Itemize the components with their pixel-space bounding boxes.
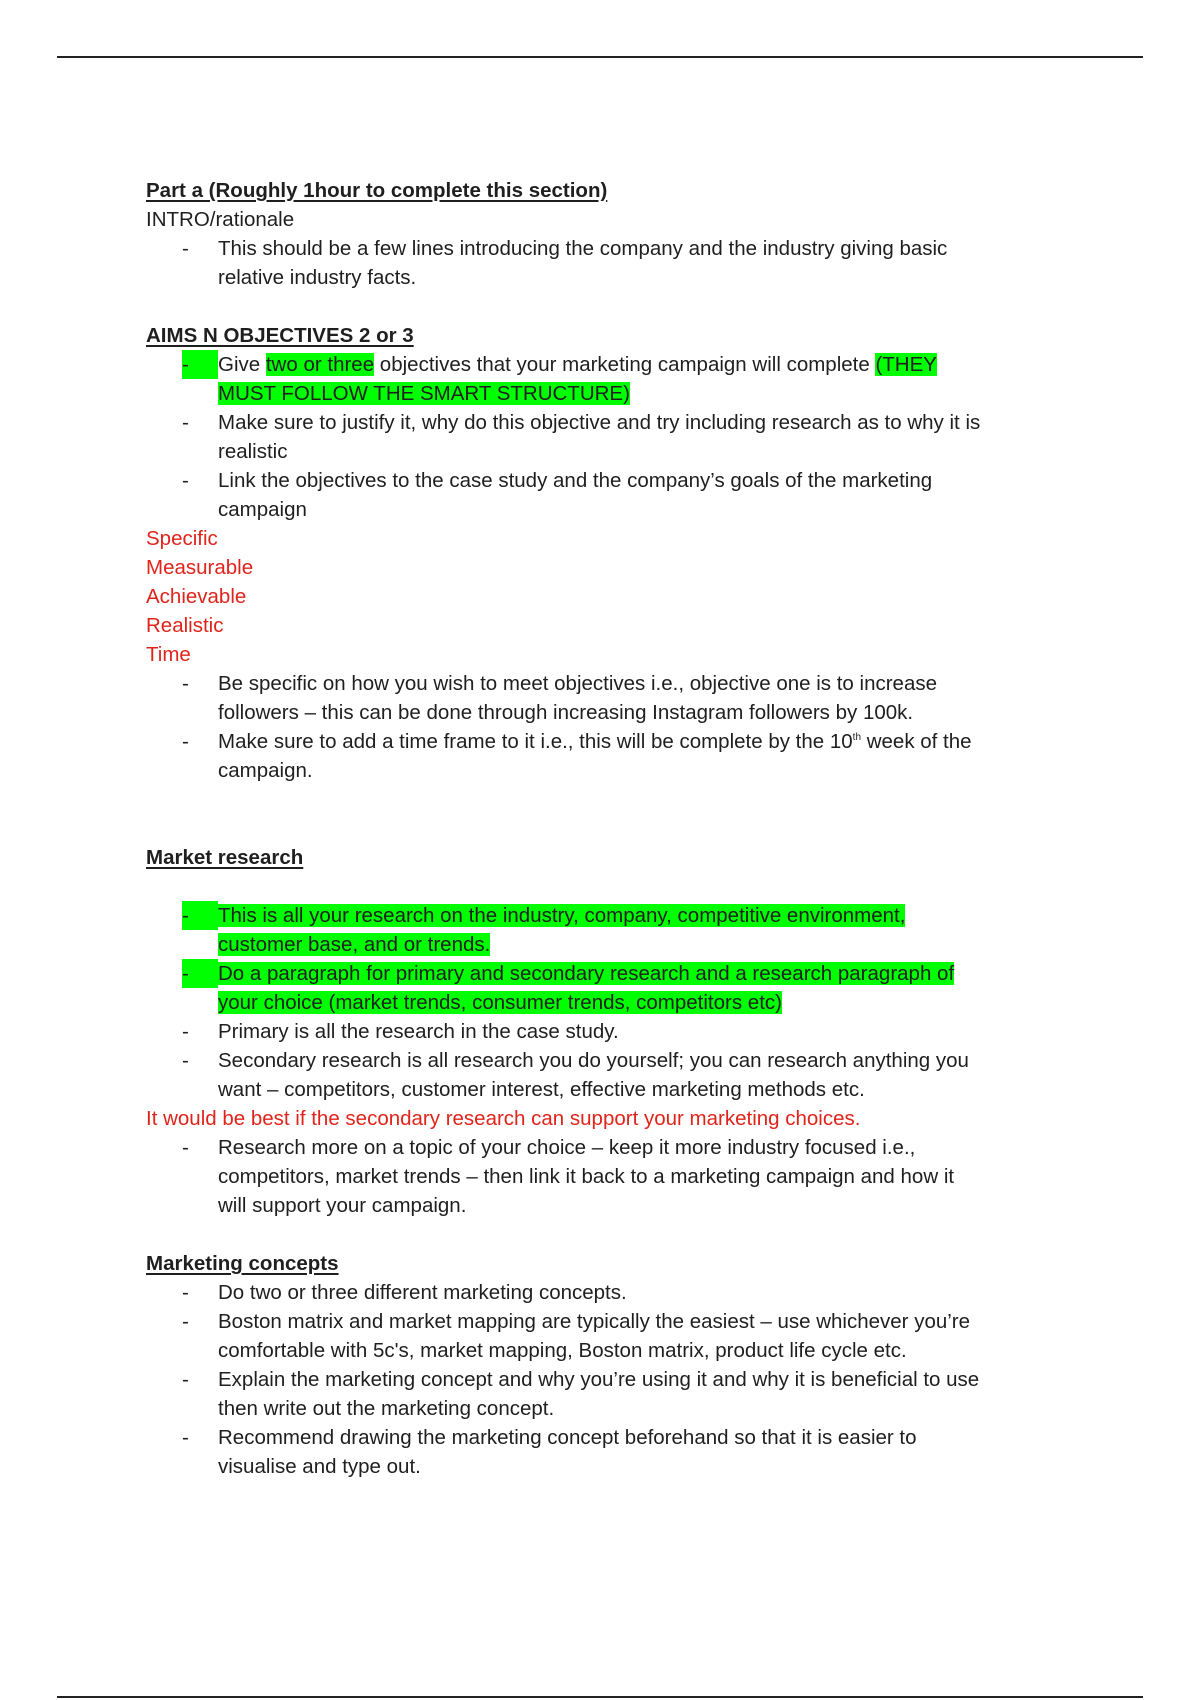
- highlight: customer base, and or trends.: [218, 933, 491, 956]
- list-item: [146, 1278, 1066, 1307]
- list-item-text: Primary is all the research in the case study.: [218, 1020, 619, 1043]
- smart-realistic: Realistic: [146, 614, 224, 637]
- list-item-text: [218, 901, 1066, 930]
- list-item: [146, 1423, 1066, 1481]
- list-item: [146, 1307, 1066, 1365]
- list-item: [146, 466, 1066, 524]
- aims-list: [146, 350, 1066, 524]
- list-item-text: followers – this can be done through increasing Instagram followers by 100k.: [218, 701, 914, 724]
- list-item-text: Be specific on how you wish to meet objectives i.e., objective one is to increase: [218, 672, 938, 695]
- dash-bullet: -: [182, 469, 189, 492]
- smart-measurable: Measurable: [146, 556, 254, 579]
- market-list-2: [146, 1133, 1066, 1220]
- smart-time: Time: [146, 643, 191, 666]
- list-item: [146, 1046, 1066, 1104]
- list-item-text: Make sure to justify it, why do this objective and try including research as to why it is: [218, 411, 981, 434]
- list-item-text: Recommend drawing the marketing concept beforehand so that it is easier to: [218, 1426, 917, 1449]
- list-item-text: [218, 930, 1066, 959]
- smart-achievable: Achievable: [146, 585, 247, 608]
- list-item-text: Secondary research is all research you do yourself; you can research anything you: [218, 1049, 969, 1072]
- list-item: [146, 1365, 1066, 1423]
- intro-label: INTRO/rationale: [146, 208, 295, 231]
- dash-bullet: -: [182, 1281, 189, 1304]
- dash-bullet: -: [182, 959, 218, 988]
- highlight: two or three: [265, 353, 375, 376]
- aims-list-2: [146, 669, 1066, 785]
- list-item-text: Link the objectives to the case study and the company’s goals of the marketing: [218, 469, 933, 492]
- list-item: [146, 901, 1066, 959]
- list-item-text: then write out the marketing concept.: [218, 1397, 555, 1420]
- list-item-text: visualise and type out.: [218, 1455, 421, 1478]
- market-research-heading: Market research: [146, 846, 304, 869]
- highlight: MUST FOLLOW THE SMART STRUCTURE): [218, 382, 630, 405]
- list-item-text: Do two or three different marketing concepts.: [218, 1281, 627, 1304]
- dash-bullet: -: [182, 1426, 189, 1449]
- list-item-text: Explain the marketing concept and why you’re using it and why it is beneficial to use: [218, 1368, 980, 1391]
- dash-bullet: -: [182, 672, 189, 695]
- list-item: [146, 1133, 1066, 1220]
- secondary-research-note: It would be best if the secondary research can support your marketing choices.: [146, 1107, 861, 1130]
- list-item-text: [218, 959, 1066, 988]
- list-item-text: Give two or three objectives that your marketing campaign will complete (THEY: [218, 353, 937, 376]
- document-body: [146, 176, 1066, 1481]
- highlight: Do a paragraph for primary and secondary research and a research paragraph of: [218, 962, 955, 985]
- header-rule: [57, 56, 1143, 58]
- highlight: your choice (market trends, consumer trends, competitors etc): [218, 991, 782, 1014]
- list-item-text: comfortable with 5c's, market mapping, Boston matrix, product life cycle etc.: [218, 1339, 907, 1362]
- list-item-text: [218, 379, 1066, 408]
- list-item: [146, 234, 1066, 292]
- list-item-text: Make sure to add a time frame to it i.e., this will be complete by the 10th week of the: [218, 730, 972, 753]
- dash-bullet: -: [182, 1020, 189, 1043]
- dash-bullet: -: [182, 237, 189, 260]
- list-item: [146, 959, 1066, 1017]
- intro-list: [146, 234, 1066, 292]
- dash-bullet: -: [182, 1368, 189, 1391]
- list-item: [146, 1017, 1066, 1046]
- list-item-text: [218, 988, 1066, 1017]
- concepts-list: [146, 1278, 1066, 1481]
- dash-bullet: -: [182, 1310, 189, 1333]
- dash-bullet: -: [182, 730, 189, 753]
- dash-bullet: -: [182, 901, 218, 930]
- list-item-text: will support your campaign.: [218, 1194, 467, 1217]
- list-item: [146, 669, 1066, 727]
- marketing-concepts-heading: Marketing concepts: [146, 1252, 339, 1275]
- list-item-text: campaign: [218, 498, 307, 521]
- dash-bullet: -: [182, 411, 189, 434]
- list-item-text: realistic: [218, 440, 288, 463]
- dash-bullet: -: [182, 1049, 189, 1072]
- list-item-text: This should be a few lines introducing the company and the industry giving basic: [218, 237, 948, 260]
- list-item-text: campaign.: [218, 759, 313, 782]
- dash-bullet: -: [182, 1136, 189, 1159]
- list-item: [146, 727, 1066, 785]
- market-list: [146, 901, 1066, 1104]
- list-item-text: want – competitors, customer interest, effective marketing methods etc.: [218, 1078, 865, 1101]
- dash-bullet: -: [182, 350, 218, 379]
- highlight: This is all your research on the industry, company, competitive environment,: [218, 904, 906, 927]
- footer-rule: [57, 1696, 1143, 1698]
- part-a-heading: Part a (Roughly 1hour to complete this section): [146, 179, 608, 202]
- smart-specific: Specific: [146, 527, 218, 550]
- list-item-text: competitors, market trends – then link it back to a marketing campaign and how it: [218, 1165, 955, 1188]
- list-item-text: Research more on a topic of your choice – keep it more industry focused i.e.,: [218, 1136, 916, 1159]
- aims-heading: AIMS N OBJECTIVES 2 or 3: [146, 324, 414, 347]
- highlight: (THEY: [875, 353, 937, 376]
- list-item: [146, 408, 1066, 466]
- list-item: [146, 350, 1066, 408]
- list-item-text: relative industry facts.: [218, 266, 417, 289]
- list-item-text: Boston matrix and market mapping are typically the easiest – use whichever you’re: [218, 1310, 971, 1333]
